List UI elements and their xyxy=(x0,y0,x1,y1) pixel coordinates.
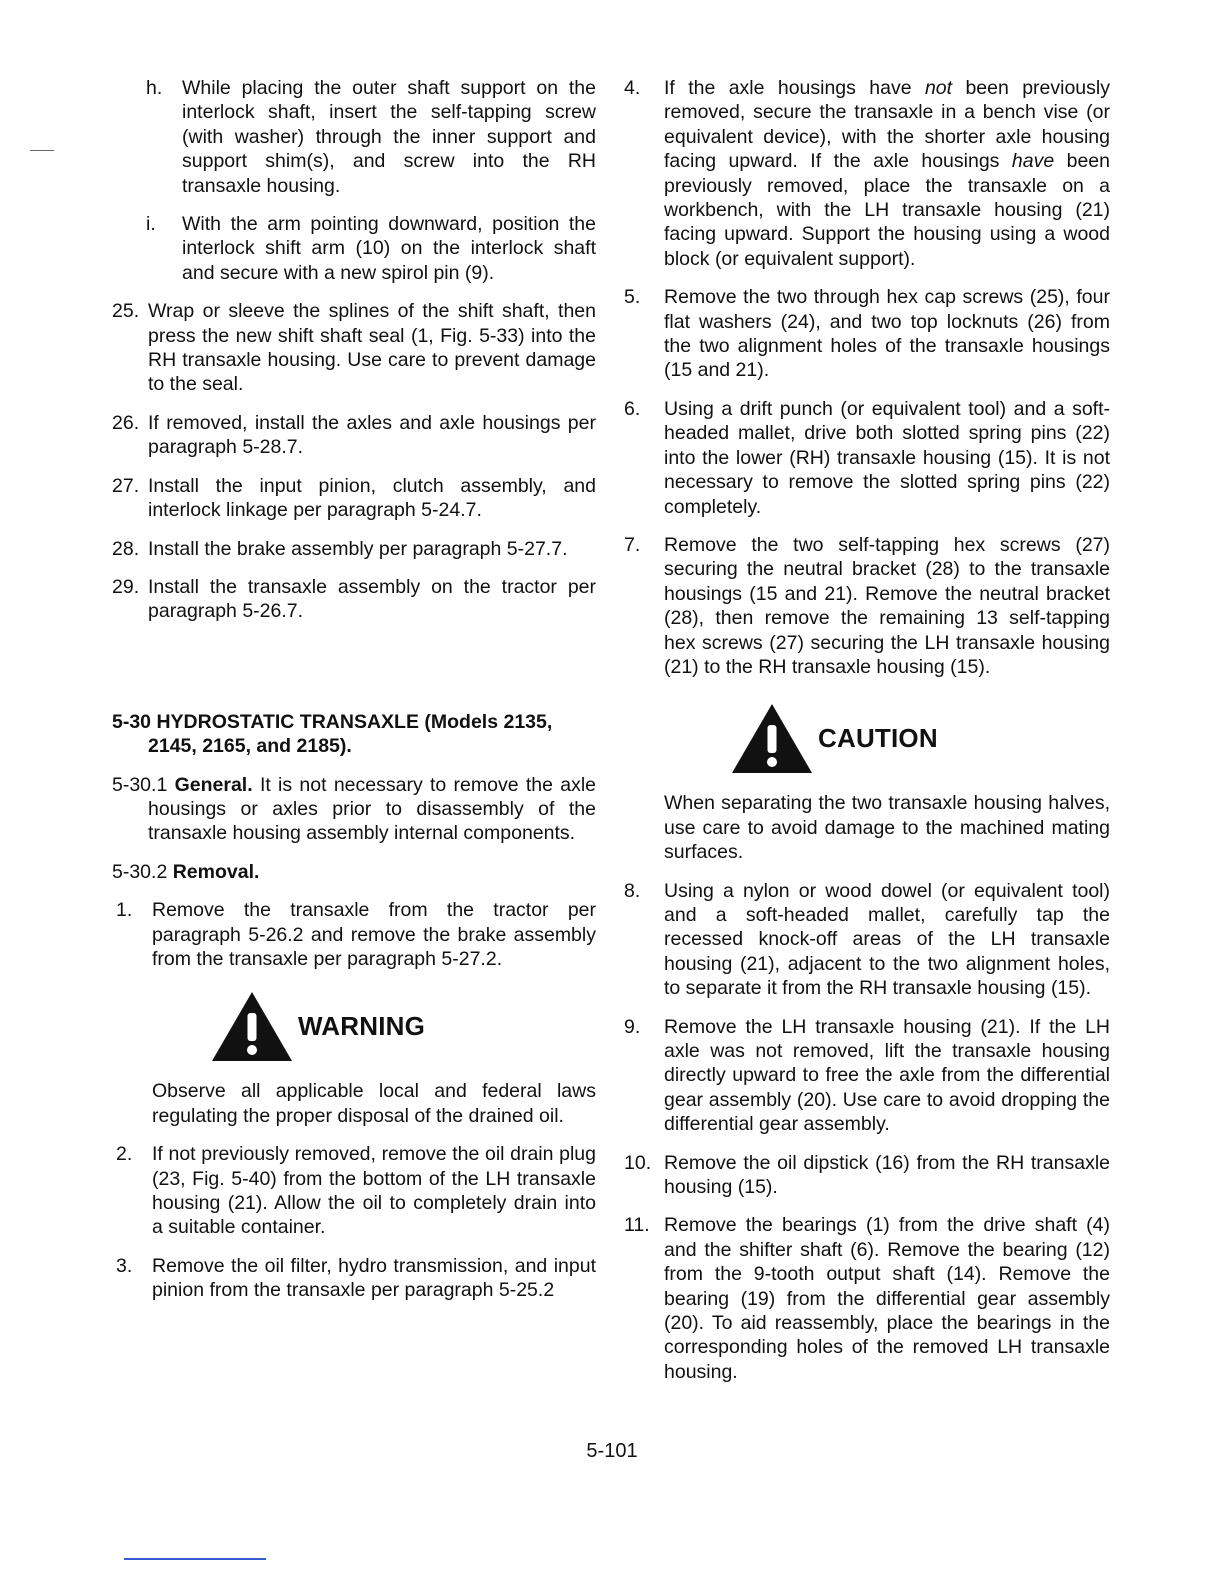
section-heading xyxy=(112,710,596,759)
step-text-part: been previously removed, secure the transaxle in a bench vise (or equivalent device), with the shorter axle housing facing upward. If the axle housings xyxy=(664,77,1110,173)
step-text: Remove the two self-tapping hex screws (27) securing the neutral bracket (28) to the transaxle housings (15 and 21). Remove the neutral bracket (28), then remove the remaining 13 self-tapping hex screws (27) securing the LH transaxle housing (21) to the RH transaxle housing (15). xyxy=(664,533,1110,678)
step-number: 29. xyxy=(112,575,140,598)
caution-triangle-icon xyxy=(730,701,814,775)
caution-callout xyxy=(730,701,1110,775)
step-i xyxy=(112,212,596,285)
step-text-part: been previously removed, place the transaxle on a workbench, with the LH transaxle housing (21) facing upward. Support the housing using a wood block (or equivalent support). xyxy=(664,150,1110,270)
step-number: i. xyxy=(146,213,156,236)
step-number: 8. xyxy=(624,879,641,902)
general-title: General. xyxy=(174,773,253,796)
step-number: 6. xyxy=(624,397,641,420)
step-text: Remove the bearings (1) from the drive shaft (4) and the shifter shaft (6). Remove the bearing (12) from the 9-tooth output shaft (14). Remove the bearing (19) from the differential gear assembly (20). To aid reassembly, place the bearings in the corresponding holes of the removed LH transaxle housing. xyxy=(664,1214,1110,1383)
step-3 xyxy=(112,1254,596,1303)
scan-mark xyxy=(30,150,54,151)
step-number: 9. xyxy=(624,1015,641,1038)
step-text: Using a nylon or wood dowel (or equivalent tool) and a soft-headed mallet, carefully tap the recessed knock-off areas of the LH transaxle housing (21), adjacent to the two alignment holes, to separate it from the RH transaxle housing (15). xyxy=(664,879,1110,1000)
step-number: h. xyxy=(146,77,163,99)
step-number: 11. xyxy=(624,1214,650,1237)
warning-label: WARNING xyxy=(298,1010,426,1041)
step-4 xyxy=(624,76,1110,271)
step-7 xyxy=(624,533,1110,679)
step-5 xyxy=(624,285,1110,383)
page-number: 5-101 xyxy=(586,1440,638,1462)
step-26 xyxy=(112,411,596,460)
step-number: 28. xyxy=(112,537,140,560)
step-number: 5. xyxy=(624,286,641,309)
step-text: Install the brake assembly per paragraph 5-27.7. xyxy=(148,537,568,560)
step-text: Remove the two through hex cap screws (25), four flat washers (24), and two top locknuts (26) from the two alignment holes of the transaxle housings (15 and 21). xyxy=(664,286,1110,382)
warning-triangle-icon xyxy=(210,989,294,1063)
step-emphasis: have xyxy=(1011,150,1055,173)
step-number: 10. xyxy=(624,1151,652,1174)
step-text: If not previously removed, remove the oil drain plug (23, Fig. 5-40) from the bottom of the LH transaxle housing (21). Allow the oil to completely drain into a suitable container. xyxy=(152,1143,596,1239)
caution-label: CAUTION xyxy=(818,722,938,753)
step-text-part: If the axle housings have xyxy=(664,77,925,99)
general-paragraph xyxy=(112,773,596,846)
step-number: 2. xyxy=(116,1143,133,1166)
removal-title: Removal. xyxy=(172,860,260,883)
step-text: Remove the transaxle from the tractor per paragraph 5-26.2 and remove the brake assembly from the transaxle per paragraph 5-27.2. xyxy=(152,899,596,970)
step-1 xyxy=(112,898,596,971)
removal-number: 5-30.2 xyxy=(112,860,168,883)
step-28 xyxy=(112,537,596,561)
step-number: 1. xyxy=(116,899,133,922)
step-11 xyxy=(624,1213,1110,1384)
step-29 xyxy=(112,575,596,624)
step-2 xyxy=(112,1142,596,1240)
step-h xyxy=(112,76,596,198)
step-text: Install the input pinion, clutch assembly, and interlock linkage per paragraph 5-24.7. xyxy=(148,474,596,522)
step-number: 25. xyxy=(112,300,140,323)
step-text: Install the transaxle assembly on the tractor per paragraph 5-26.7. xyxy=(148,575,596,623)
step-number: 4. xyxy=(624,77,641,99)
step-10 xyxy=(624,1151,1110,1200)
section-heading-text: 5-30 HYDROSTATIC TRANSAXLE (Models 2135, 2145, 2165, and 2185). xyxy=(112,710,553,758)
step-text xyxy=(664,76,1110,271)
step-6 xyxy=(624,397,1110,519)
warning-callout xyxy=(210,989,596,1063)
step-text: Remove the oil dipstick (16) from the RH transaxle housing (15). xyxy=(664,1151,1110,1199)
step-8 xyxy=(624,879,1110,1001)
right-column xyxy=(624,76,1110,1398)
step-text: Remove the oil filter, hydro transmission, and input pinion from the transaxle per paragraph 5-25.2 xyxy=(152,1254,596,1302)
step-text: With the arm pointing downward, position the interlock shift arm (10) on the interlock shaft and secure with a new spirol pin (9). xyxy=(182,213,596,284)
warning-text: Observe all applicable local and federal laws regulating the proper disposal of the drained oil. xyxy=(152,1080,596,1127)
left-column xyxy=(112,76,596,1317)
step-text: If removed, install the axles and axle housings per paragraph 5-28.7. xyxy=(148,411,596,459)
step-text: While placing the outer shaft support on the interlock shaft, insert the self-tapping screw (with washer) through the inner support and support shim(s), and screw into the RH transaxle housing. xyxy=(182,77,596,197)
bottom-rule xyxy=(124,1558,266,1560)
removal-heading xyxy=(112,860,596,884)
step-9 xyxy=(624,1015,1110,1137)
step-text: Wrap or sleeve the splines of the shift shaft, then press the new shift shaft seal (1, Fig. 5-33) into the RH transaxle housing. Use care to prevent damage to the seal. xyxy=(148,300,596,396)
step-number: 26. xyxy=(112,411,140,434)
step-text: Using a drift punch (or equivalent tool) and a soft-headed mallet, drive both slotted spring pins (22) into the lower (RH) transaxle housing (15). It is not necessary to remove the slotted spring pins (22) completely. xyxy=(664,397,1110,518)
general-text: It is not necessary to remove the axle housings or axles prior to disassembly of the transaxle housing assembly internal components. xyxy=(148,773,597,845)
step-text: Remove the LH transaxle housing (21). If the LH axle was not removed, lift the transaxle housing directly upward to free the axle from the differential gear assembly (20). Use care to avoid dropping the differential gear assembly. xyxy=(664,1015,1110,1136)
step-number: 27. xyxy=(112,474,140,497)
general-number: 5-30.1 xyxy=(112,773,168,796)
caution-text: When separating the two transaxle housing halves, use care to avoid damage to the machined mating surfaces. xyxy=(664,792,1110,864)
step-27 xyxy=(112,474,596,523)
step-number: 7. xyxy=(624,533,641,556)
step-emphasis: not xyxy=(924,77,953,99)
step-number: 3. xyxy=(116,1254,133,1277)
step-25 xyxy=(112,299,596,397)
